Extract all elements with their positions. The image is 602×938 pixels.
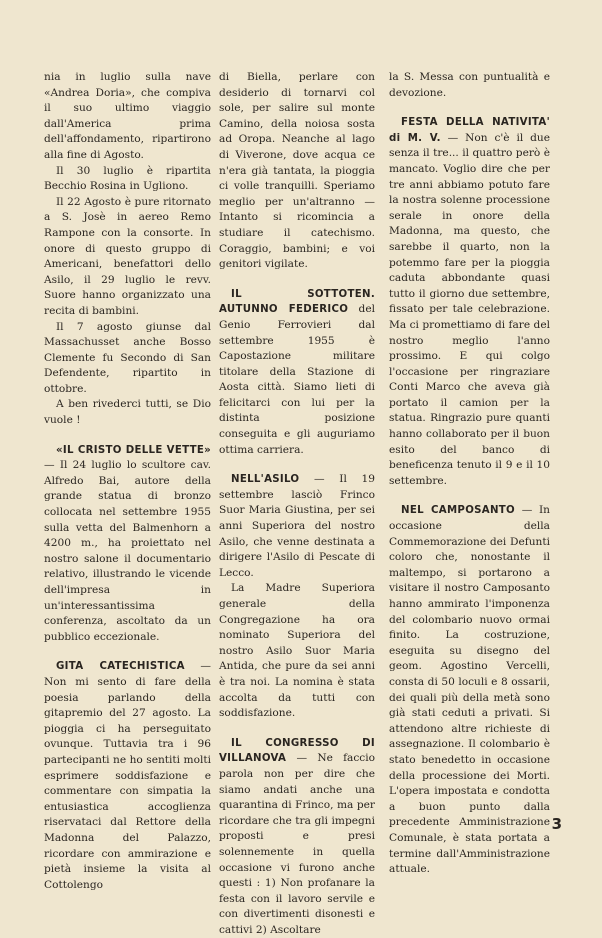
paragraph: di Biella, perlare con desiderio di tornarvi col sole, per salire sul monte Camino, della noiosa sosta ad Oropa. Neanche al lago di Viverone, dove acqua ce n'era già tantata, la pioggia ci volle tranquilli. Speriamo meglio per un'altranno — Intanto si ricomincia a studiare il catechismo. Coraggio, bambini; e voi genitori vigilate. bbox=[219, 71, 375, 271]
article-text: — Non mi sento di fare della poesia parlando della gitapremio del 27 agosto. La pioggia ci ha perseguitato ovunque. Tuttavia tra i 96 partecipanti ne ho sentiti molti esprimere soddisfazione e commentare con simpatia la entusiastica accoglienza riservataci dal Rettore della Madonna del Palazzo, ricordare con ammirazione e pietà insieme la visita al Cottolengo bbox=[44, 660, 211, 891]
column-3 bbox=[389, 70, 550, 878]
article-heading: IL SOTTOTEN. AUTUNNO FEDERICO bbox=[219, 288, 375, 316]
article-congresso bbox=[219, 736, 375, 938]
column-1 bbox=[44, 70, 211, 893]
article-text: — In occasione della Commemorazione dei Defunti coloro che, nonostante il maltempo, si portarono a visitare il nostro Camposanto hanno ammirato l'imponenza del colombario nuovo ormai finito. La costruzione, eseguita su disegno del geom. Agostino Vercelli, consta di 50 loculi e 8 ossarii, dei quali più della metà sono già stati ceduti a privati. Si attendono altre richieste di assegnazione. Il colombario è stato benedetto in occasione della processione dei Morti. L'opera impostata e condotta a buon punto dalla precedente Amministrazione Comunale, è stata portata a termine dall'Amministrazione attuale. bbox=[389, 504, 550, 876]
article-heading: NEL CAMPOSANTO bbox=[401, 505, 516, 517]
paragraph: A ben rivederci tutti, se Dio vuole ! bbox=[44, 398, 211, 427]
article-heading: GITA CATECHISTICA bbox=[56, 661, 185, 673]
article-text: — Il 19 settembre lasciò Frinco Suor Maria Giustina, per sei anni Superiora del nostro Asilo, che venne destinata a dirigere l'Asilo di Pescate di Lecco. bbox=[219, 473, 375, 579]
page-number: 3 bbox=[551, 815, 562, 833]
article-text: — Non c'è il due senza il tre... il quattro però è mancato. Voglio dire che per tre anni abbiamo potuto fare la nostra solenne processione serale in onore della Madonna, ma questo, che sarebbe il quarto, non la potemmo fare per la pioggia caduta abbondante quasi tutto il giorno due settembre, fissato per tale celebrazione. Ma ci promettiamo di fare del nostro meglio l'anno prossimo. E qui colgo l'occasione per ringraziare Conti Marco che aveva già portato il camion per la statua. Ringrazio pure quanti hanno collaborato per il buon esito del banco di beneficenza tenuto il 9 e il 10 settembre. bbox=[389, 131, 550, 487]
article-text: — Il 24 luglio lo scultore cav. Alfredo Bai, autore della grande statua di bronzo collocata nel settembre 1955 sulla vetta del Balmenhorn a 4200 m., ha proiettato nel nostro salone il documentario relativo, illustrando le vicende dell'impresa in un'interessantissima conferenza, ascoltato da un pubblico eccezionale. bbox=[44, 459, 211, 643]
article-text: del Genio Ferrovieri dal settembre 1955 è Capostazione militare titolare della Stazione di Aosta città. Siamo lieti di felicitarci con lui per la distinta posizione conseguita e gli auguriamo ottima carriera. bbox=[219, 303, 375, 456]
article-heading: «IL CRISTO DELLE VETTE» bbox=[56, 444, 211, 456]
paragraph: Il 22 Agosto è pure ritornato a S. Josè in aereo Remo Rampone con la consorte. In onore di questo gruppo di Americani, benefattori dello Asilo, il 29 luglio le revv. Suore hanno organizzato una recita di bambini. bbox=[44, 195, 211, 317]
article-asilo bbox=[219, 472, 375, 581]
paragraph: Il 30 luglio è ripartita Becchio Rosina in Ugliono. bbox=[44, 164, 211, 193]
column-2 bbox=[219, 70, 375, 938]
article-festa bbox=[389, 115, 550, 489]
paragraph: la S. Messa con puntualità e devozione. bbox=[389, 71, 550, 99]
article-sottoten bbox=[219, 287, 375, 459]
article-cristo bbox=[44, 443, 211, 646]
paragraph: nia in luglio sulla nave «Andrea Doria», che compiva il suo ultimo viaggio dall'America prima dell'affondamento, ripartirono alla fine di Agosto. bbox=[44, 71, 211, 161]
article-heading: FESTA DELLA NATIVITA' di M. V. bbox=[389, 117, 550, 144]
paragraph: La Madre Superiora generale della Congregazione ha ora nominato Superiora del nostro Asilo Suor Maria Antida, che pure da sei anni è tra noi. La nomina è stata accolta da tutti con soddisfazione. bbox=[219, 582, 375, 720]
article-gita bbox=[44, 659, 211, 893]
article-text: — Ne faccio parola non per dire che siamo andati anche una quarantina di Frinco, ma per ricordare che tra gli impegni proposti e presi solennemente in quella occasione vi furono anche questi : 1) Non profanare la festa con il lavoro servile e con divertimenti disonesti e cattivi 2) Ascoltare bbox=[219, 752, 375, 936]
article-camposanto bbox=[389, 503, 550, 877]
paragraph: Il 7 agosto giunse dal Massachusset anche Bosso Clemente fu Secondo di San Defendente, ripartito in ottobre. bbox=[44, 320, 211, 395]
article-heading: IL CONGRESSO DI VILLANOVA bbox=[219, 737, 375, 765]
article-heading: NELL'ASILO bbox=[231, 474, 300, 486]
